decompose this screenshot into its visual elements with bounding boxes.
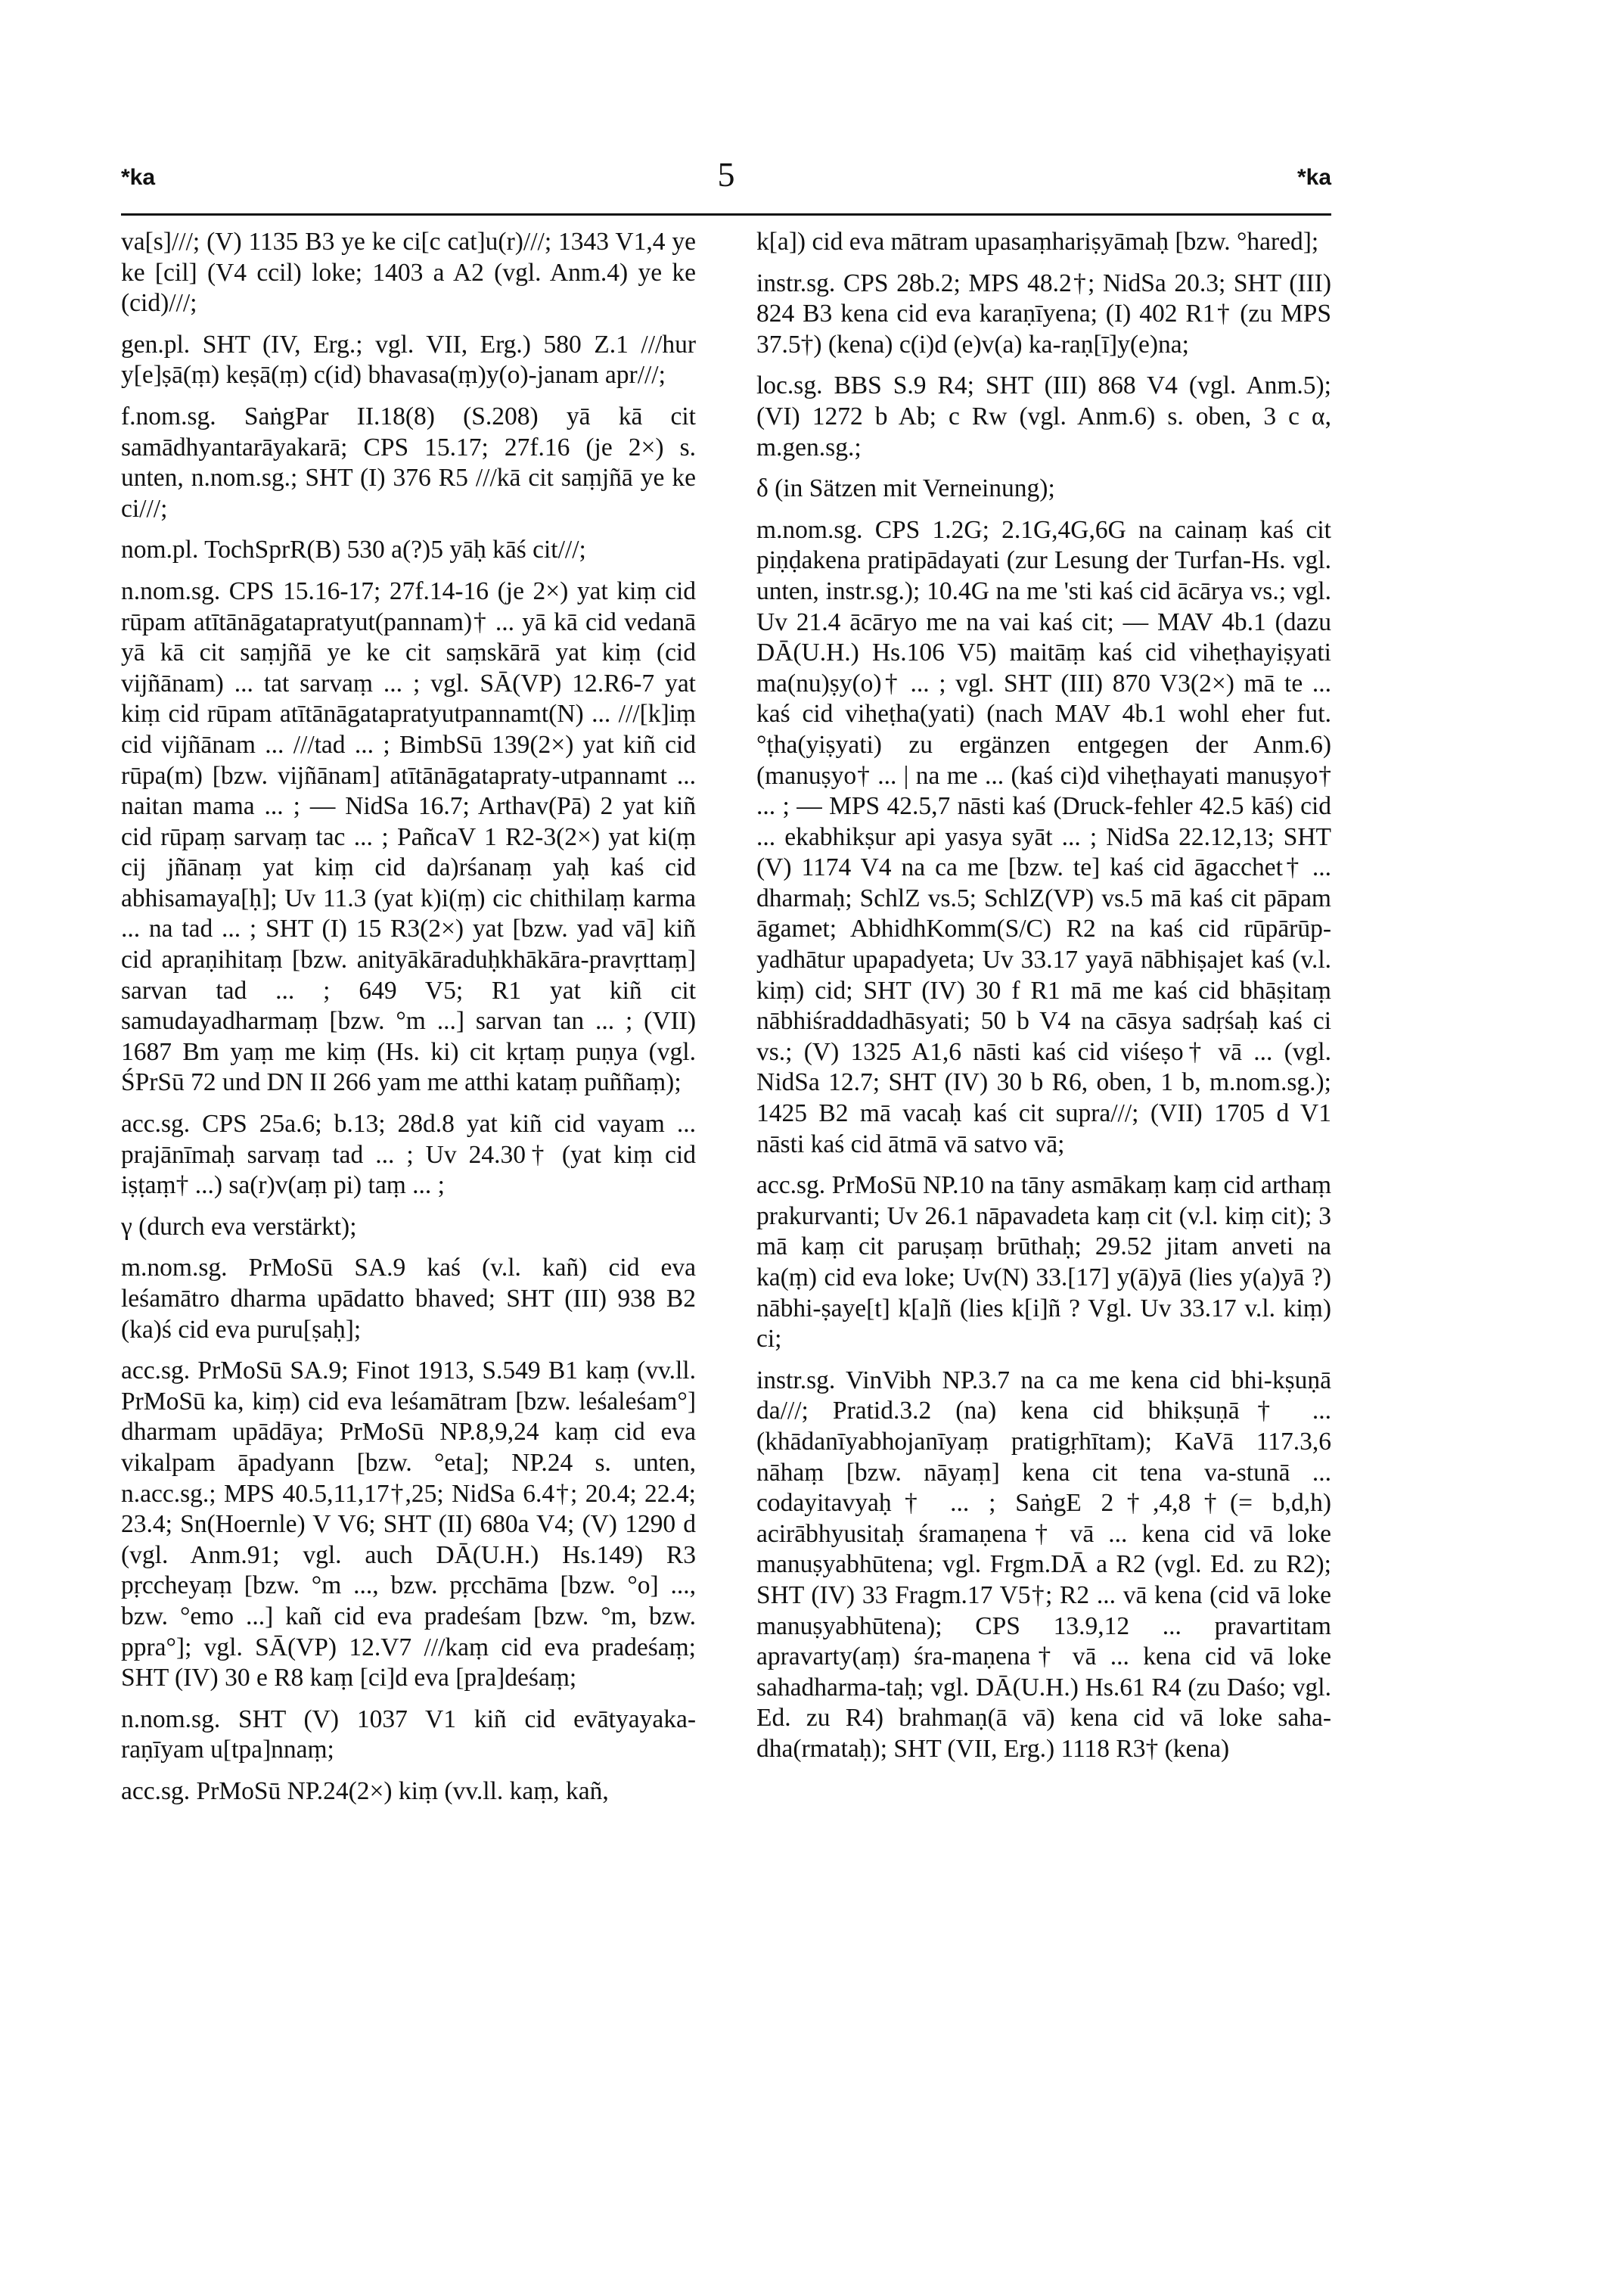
header-rule bbox=[121, 213, 1331, 216]
header-headword-left: *ka bbox=[121, 165, 156, 190]
entry-paragraph: n.nom.sg. CPS 15.16-17; 27f.14-16 (je 2×) yat kiṃ cid rūpam atītānāgatapratyut(pannam)† ... yā kā cid vedanā yā kā cit saṃjñā ye ke cit saṃskārā yat kiṃ (cid vijñānam) ... tat sarvaṃ ... ; vgl. SĀ(VP) 12.R6-7 yat kiṃ cid rūpam atītānāgatapratyutpannamt(N) ... ///[k]iṃ cid vijñānam ... ///tad ... ; BimbSū 139(2×) yat kiñ cid rūpa(m) [bzw. vijñānam] atītānāgatapraty-utpannamt ... naitan mama ... ; — NidSa 16.7; Arthav(Pā) 2 yat kiñ cid rūpaṃ sarvaṃ tac ... ; PañcaV 1 R2-3(2×) yat ki(ṃ cij jñānaṃ yat kiṃ cid da)rśanaṃ yaḥ kaś cid abhisamaya[ḥ]; Uv 11.3 (yat k)i(ṃ) cic chithilaṃ karma ... na tad ... ; SHT (I) 15 R3(2×) yat [bzw. yad vā] kiñ cid apraṇihitaṃ [bzw. anityākāraduḥkhākāra-pravṛttaṃ] sarvan tad ... ; 649 V5; R1 yat kiñ cit samudayadharmaṃ [bzw. °m ...] sarvan tan ... ; (VII) 1687 Bm yaṃ me kiṃ (Hs. ki) cit kṛtaṃ puṇya (vgl. ŚPrSū 72 und DN II 266 yam me atthi kataṃ puññaṃ); bbox=[121, 576, 696, 1097]
entry-paragraph: δ (in Sätzen mit Verneinung); bbox=[756, 474, 1055, 503]
entry-paragraph: γ (durch eva verstärkt); bbox=[121, 1212, 357, 1241]
entry-paragraph: m.nom.sg. CPS 1.2G; 2.1G,4G,6G na cainaṃ kaś cit piṇḍakena pratipādayati (zur Lesung der Turfan-Hs. vgl. unten, instr.sg.); 10.4G na me 'sti kaś cid ācārya vs.; vgl. Uv 21.4 ācāryo me na vai kaś cit; — MAV 4b.1 (dazu DĀ(U.H.) Hs.106 V5) maitāṃ kaś cid viheṭhayiṣyati ma(nu)ṣy(o)† ... ; vgl. SHT (III) 870 V3(2×) mā te ... kaś cid viheṭha(yati) (nach MAV 4b.1 wohl eher fut. °ṭha(yiṣyati) zu ergänzen entgegen der Anm.6) (manuṣyo† ... | na me ... (kaś ci)d viheṭhayati manuṣyo† ... ; — MPS 42.5,7 nāsti kaś (Druck-fehler 42.5 kāś) cid ... ekabhikṣur api yasya syāt ... ; NidSa 22.12,13; SHT (V) 1174 V4 na ca me [bzw. te] kaś cid āgacchet† ... dharmaḥ; SchlZ vs.5; SchlZ(VP) vs.5 mā kaś cit pāpam āgamet; AbhidhKomm(S/C) R2 na kaś cid rūpārūp-yadhātur upapadyeta; Uv 33.17 yayā nābhiṣajet kaś (v.l. kiṃ) cid; SHT (IV) 30 f R1 mā me kaś cid bhāṣitaṃ nābhiśraddadhāsyati; 50 b V4 na cāsya sadṛśaḥ kaś ci vs.; (V) 1325 A1,6 nāsti kaś cid viśeṣo† vā ... (vgl. NidSa 12.7; SHT (IV) 30 b R6, oben, 1 b, m.nom.sg.); 1425 B2 mā vacaḥ kaś cit supra///; (VII) 1705 d V1 nāsti kaś cid ātmā vā satvo vā; bbox=[756, 515, 1331, 1158]
page-number: 5 bbox=[717, 155, 735, 194]
entry-paragraph: va[s]///; (V) 1135 B3 ye ke ci[c cat]u(r)///; 1343 V1,4 ye ke [cil] (V4 ccil) loke; 1403 a A2 (vgl. Anm.4) ye ke (cid)///; bbox=[121, 228, 696, 318]
entry-paragraph: loc.sg. BBS S.9 R4; SHT (III) 868 V4 (vgl. Anm.5); (VI) 1272 b Ab; c Rw (vgl. Anm.6) s. oben, 3 c α, m.gen.sg.; bbox=[756, 371, 1331, 462]
entry-paragraph: acc.sg. PrMoSū SA.9; Finot 1913, S.549 B1 kaṃ (vv.ll. PrMoSū ka, kiṃ) cid eva leśamātram [bzw. leśaleśam°] dharmam upādāya; PrMoSū NP.8,9,24 kaṃ cid eva vikalpam āpadyann [bzw. °eta]; NP.24 s. unten, n.acc.sg.; MPS 40.5,11,17†,25; NidSa 6.4†; 20.4; 22.4; 23.4; Sn(Hoernle) V V6; SHT (II) 680a V4; (V) 1290 d (vgl. Anm.91; vgl. auch DĀ(U.H.) Hs.149) R3 pṛccheyaṃ [bzw. °m ..., bzw. pṛcchāma [bzw. °o] ..., bzw. °emo ...] kañ cid eva pradeśam [bzw. °m, bzw. ppra°]; vgl. SĀ(VP) 12.V7 ///kaṃ cid eva pradeśaṃ; SHT (IV) 30 e R8 kaṃ [ci]d eva [pra]deśaṃ; bbox=[121, 1357, 696, 1692]
right-column bbox=[756, 227, 1331, 1776]
entry-paragraph: m.nom.sg. PrMoSū SA.9 kaś (v.l. kañ) cid eva leśamātro dharma upādatto bhaved; SHT (III) 938 B2 (ka)ś cid eva puru[ṣaḥ]; bbox=[121, 1254, 696, 1344]
page-header bbox=[121, 151, 1331, 204]
entry-paragraph: f.nom.sg. SaṅgPar II.18(8) (S.208) yā kā cit samādhyantarāyakarā; CPS 15.17; 27f.16 (je 2×) s. unten, n.nom.sg.; SHT (I) 376 R5 ///kā cit saṃjñā ye ke ci///; bbox=[121, 402, 696, 523]
entry-paragraph: nom.pl. TochSprR(B) 530 a(?)5 yāḥ kāś cit///; bbox=[121, 536, 586, 564]
entry-paragraph: k[a]) cid eva mātram upasaṃhariṣyāmaḥ [bzw. °hared]; bbox=[756, 228, 1319, 256]
entry-paragraph: instr.sg. VinVibh NP.3.7 na ca me kena cid bhi-kṣuṇā da///; Pratid.3.2 (na) kena cid bhikṣuṇā† ... (khādanīyabhojanīyaṃ pratigṛhītam); KaVā 117.3,6 nāhaṃ [bzw. nāyaṃ] kena cit tena va-stunā ... codayitavyaḥ† ... ; SaṅgE 2†,4,8†(= b,d,h) acirābhyusitaḥ śramaṇena† vā ... kena cid vā loke manuṣyabhūtena; vgl. Frgm.DĀ a R2 (vgl. Ed. zu R2); SHT (IV) 33 Fragm.17 V5†; R2 ... vā kena (cid vā loke manuṣyabhūtena); CPS 13.9,12 ... pravartitam apravarty(aṃ) śra-maṇena† vā ... kena cid vā loke sahadharma-taḥ; vgl. DĀ(U.H.) Hs.61 R4 (zu Daśo; vgl. Ed. zu R4) brahmaṇ(ā vā) kena cid vā loke saha-dha(rmataḥ); SHT (VII, Erg.) 1118 R3† (kena) bbox=[756, 1366, 1331, 1763]
entry-paragraph: instr.sg. CPS 28b.2; MPS 48.2†; NidSa 20.3; SHT (III) 824 B3 kena cid eva karaṇīyena; (I) 402 R1† (zu MPS 37.5†) (kena) c(i)d (e)v(a) ka-raṇ[ī]y(e)na; bbox=[756, 269, 1331, 359]
header-headword-right: *ka bbox=[1296, 165, 1331, 190]
left-column bbox=[121, 227, 696, 1818]
entry-paragraph: acc.sg. PrMoSū NP.10 na tāny asmākaṃ kaṃ cid arthaṃ prakurvanti; Uv 26.1 nāpavadeta kaṃ cit (v.l. kiṃ cit); 3 mā kaṃ cit paruṣaṃ brūthaḥ; 29.52 jitam anveti na ka(ṃ) cid eva loke; Uv(N) 33.[17] y(ā)yā (lies y(a)yā ?) nābhi-ṣaye[t] k[a]ñ (lies k[i]ñ ? Vgl. Uv 33.17 v.l. kiṃ) ci; bbox=[756, 1171, 1331, 1353]
entry-paragraph: acc.sg. PrMoSū NP.24(2×) kiṃ (vv.ll. kaṃ, kañ, bbox=[121, 1776, 609, 1805]
entry-paragraph: n.nom.sg. SHT (V) 1037 V1 kiñ cid evātyayaka-raṇīyam u[tpa]nnaṃ; bbox=[121, 1705, 696, 1764]
entry-paragraph: gen.pl. SHT (IV, Erg.; vgl. VII, Erg.) 580 Z.1 ///hur y[e]ṣā(ṃ) keṣā(ṃ) c(id) bhavasa(ṃ)y(o)-janam apr///; bbox=[121, 330, 696, 390]
entry-paragraph: acc.sg. CPS 25a.6; b.13; 28d.8 yat kiñ cid vayam ... prajānīmaḥ sarvaṃ tad ... ; Uv 24.30† (yat kiṃ cid iṣṭaṃ† ...) sa(r)v(aṃ pi) taṃ ... ; bbox=[121, 1110, 696, 1200]
